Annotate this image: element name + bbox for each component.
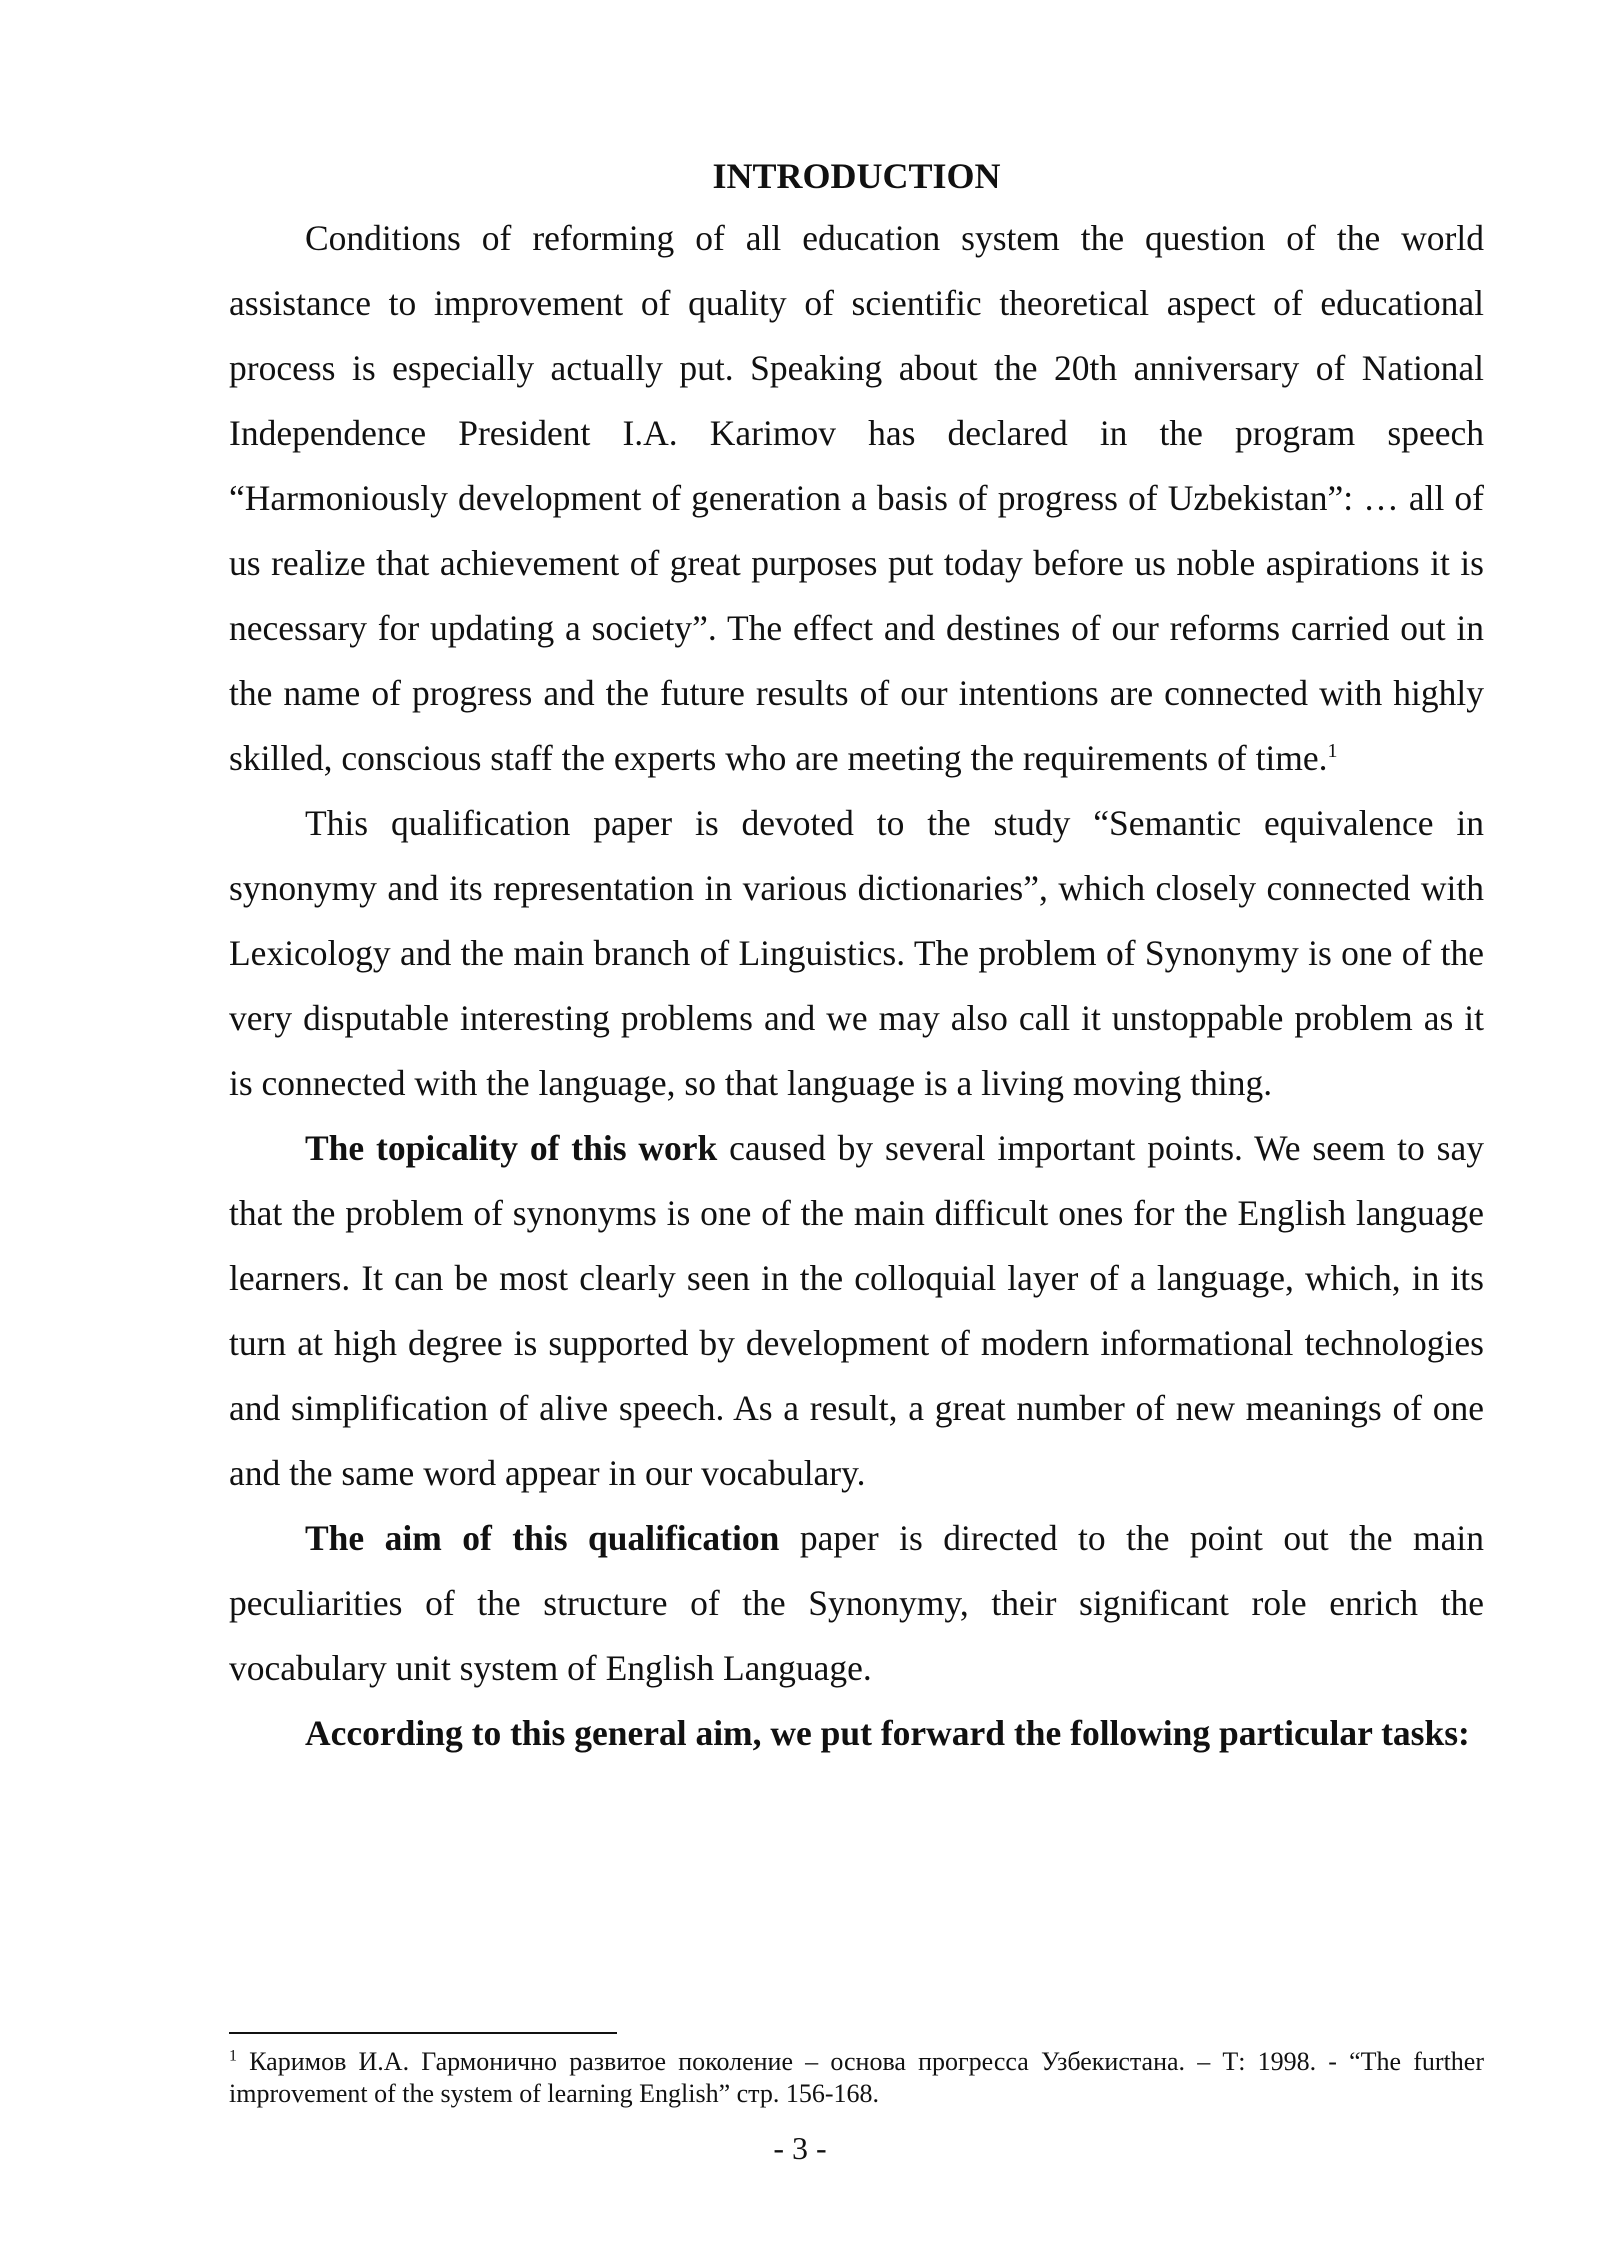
footnote-marker: 1	[229, 2047, 237, 2065]
tasks-heading: According to this general aim, we put forward the following particular tasks:	[305, 1713, 1470, 1753]
aim-text: paper is directed to the point out the main peculiarities of the structure of the Synonymy, their significant role enrich the vocabulary unit system of English Language.	[229, 1518, 1484, 1688]
paragraph-aim	[229, 1506, 1484, 1701]
footnote-reference[interactable]: 1	[1327, 740, 1338, 763]
paragraph-conditions-text: Conditions of reforming of all education system the question of the world assistance to improvement of quality of scientific theoretical aspect of educational process is especially actually put. Speaking about the 20th anniversary of National Independence President I.A. Karimov has declared in the program speech “Harmoniously development of generation a basis of progress of Uzbekistan”: … all of us realize that achievement of great purposes put today before us noble aspirations it is necessary for updating a society”. The effect and destines of our reforms carried out in the name of progress and the future results of our intentions are connected with highly skilled, conscious staff the experts who are meeting the requirements of time.	[229, 218, 1484, 778]
footnote	[229, 2046, 1484, 2110]
paragraph-qualification-paper: This qualification paper is devoted to the study “Semantic equivalence in synonymy and its representation in various dictionaries”, which closely connected with Lexicology and the main branch of Linguistics. The problem of Synonymy is one of the very disputable interesting problems and we may also call it unstoppable problem as it is connected with the language, so that language is a living moving thing.	[229, 803, 1484, 1103]
topicality-text: caused by several important points. We seem to say that the problem of synonyms is one of the main difficult ones for the English language learners. It can be most clearly seen in the colloquial layer of a language, which, in its turn at high degree is supported by development of modern informational technologies and simplification of alive speech. As a result, a great number of new meanings of one and the same word appear in our vocabulary.	[229, 1128, 1484, 1493]
paragraph-topicality	[229, 1116, 1484, 1506]
paragraph-tasks	[229, 1701, 1484, 1766]
page-number: - 3 -	[773, 2130, 827, 2166]
paragraph-conditions	[229, 206, 1484, 791]
page-title: INTRODUCTION	[712, 156, 1001, 196]
page-body	[229, 150, 1484, 1766]
footnote-divider	[229, 2032, 617, 2034]
footnote-text: Каримов И.А. Гармонично развитое поколение – основа прогресса Узбекистана. – Т: 1998. - “The further improvement of the system of learning English” стр. 156-168.	[229, 2047, 1484, 2108]
topicality-heading: The topicality of this work	[305, 1128, 718, 1168]
aim-heading: The aim of this qualification	[305, 1518, 780, 1558]
